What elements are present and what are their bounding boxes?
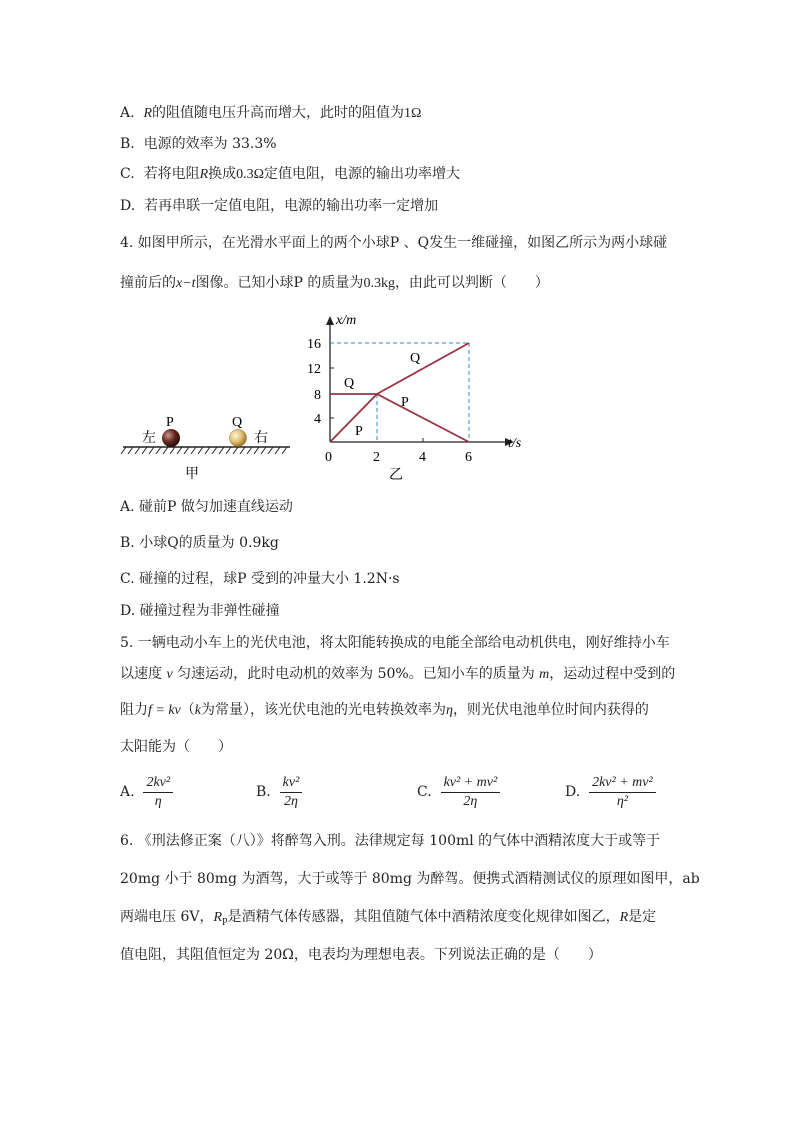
stem-text: 阻力 xyxy=(120,702,148,718)
option-value: 0.3Ω xyxy=(236,167,265,182)
option-label: C. xyxy=(417,784,432,800)
q6-stem-line2: 20mg 小于 80mg 为酒驾，大于或等于 80mg 为醉驾。便携式酒精测试仪的原理如图甲，ab xyxy=(120,871,700,887)
option-label: B. xyxy=(120,136,135,152)
figure-jia xyxy=(118,405,298,485)
option-label: D. xyxy=(120,198,136,214)
mass-value: 0.3kg xyxy=(363,276,395,291)
q5-option-c xyxy=(417,770,500,814)
stem-text: ，由此可以判断（ ） xyxy=(394,275,549,291)
option-text: 换成 xyxy=(208,166,237,182)
q5-stem-line1: 5. 一辆电动小车上的光伏电池，将太阳能转换成的电能全部给电动机供电，刚好维持小车 xyxy=(120,635,670,651)
q4-stem-line1: 4. 如图甲所示，在光滑水平面上的两个小球P 、Q发生一维碰撞，如图乙所示为两小球碰 xyxy=(120,235,668,251)
line-p xyxy=(330,394,469,442)
option-text: 若再串联一定值电阻，电源的输出功率一定增加 xyxy=(144,198,439,214)
fraction xyxy=(441,774,501,811)
q6-stem-line3 xyxy=(120,907,656,933)
q5-stem-line4: 太阳能为（ ） xyxy=(120,739,232,755)
q4-option-c: C. 碰撞的过程，球P 受到的冲量大小 1.2N·s xyxy=(120,571,400,587)
y-tick-label: 16 xyxy=(307,337,321,352)
symbol-v: v xyxy=(166,667,173,682)
label-right: 右 xyxy=(254,430,268,446)
stem-text: 匀速运动，此时电动机的效率为 50%。已知小车的质量为 xyxy=(177,666,535,682)
ball-p xyxy=(162,429,180,447)
option-text: 定值电阻，电源的输出功率增大 xyxy=(264,166,461,182)
numerator: 2kv² + mv² xyxy=(589,774,656,793)
stem-text: ，则光伏电池单位时间内获得的 xyxy=(452,702,649,718)
fraction xyxy=(280,774,303,811)
symbol-r: R xyxy=(143,106,153,121)
y-tick-label: 4 xyxy=(314,412,321,427)
symbol-k: k xyxy=(194,703,201,718)
q6-stem-line4: 值电阻，其阻值恒定为 20Ω，电表均为理想电表。下列说法正确的是（ ） xyxy=(120,947,602,963)
numerator: kv² + mv² xyxy=(441,774,501,793)
line-label-q-before: Q xyxy=(344,376,355,391)
ground-hatching xyxy=(121,447,287,454)
label-p: P xyxy=(166,415,174,430)
line-label-p-after: P xyxy=(401,395,409,410)
denominator: η xyxy=(154,793,162,809)
stem-text: 为常量），该光伏电池的光电转换效率为 xyxy=(200,702,446,718)
y-tick-label: 8 xyxy=(314,388,321,403)
q5-stem-line3 xyxy=(120,700,649,721)
option-label: A. xyxy=(120,784,135,800)
q3-option-c xyxy=(120,164,460,185)
figure-yi-xt-graph xyxy=(300,310,540,485)
stem-text: （ xyxy=(180,702,195,718)
symbol-rp: R xyxy=(213,910,223,925)
stem-text: 图像。已知小球P 的质量为 xyxy=(195,275,364,291)
q4-stem-line2 xyxy=(120,273,549,294)
option-label: B. xyxy=(256,784,271,800)
q5-option-a xyxy=(120,770,173,814)
option-label: A. xyxy=(120,105,135,121)
q3-option-b xyxy=(120,134,277,154)
subscript-p: P xyxy=(222,916,228,928)
numerator: kv² xyxy=(280,774,303,793)
q5-option-b xyxy=(256,770,302,814)
line-label-q-after: Q xyxy=(410,351,421,366)
denominator: 2η xyxy=(283,793,298,809)
stem-text: 以速度 xyxy=(120,666,162,682)
fraction xyxy=(143,774,173,811)
option-text: 若将电阻 xyxy=(143,166,200,182)
figure-caption-yi: 乙 xyxy=(389,467,403,483)
q4-option-b: B. 小球Q的质量为 0.9kg xyxy=(120,535,279,551)
stem-text: 是定 xyxy=(628,909,657,925)
origin-label: 0 xyxy=(325,450,332,465)
y-axis-arrow xyxy=(326,316,334,325)
q4-option-a: A. 碰前P 做匀加速直线运动 xyxy=(120,499,293,515)
y-axis-label: x/m xyxy=(336,313,357,328)
formula: f = kv xyxy=(148,703,181,718)
symbol-m: m xyxy=(539,667,550,682)
stem-text: ，运动过程中受到的 xyxy=(549,666,676,682)
x-axis-label: t/s xyxy=(508,436,522,451)
denominator: 2η xyxy=(463,793,478,809)
symbol-r: R xyxy=(199,167,209,182)
q3-option-a xyxy=(120,103,421,124)
stem-text: 撞前后的 xyxy=(120,275,176,291)
label-left: 左 xyxy=(142,430,156,446)
q3-option-d xyxy=(120,196,438,216)
math-expression: x−t xyxy=(176,276,196,291)
symbol-r: R xyxy=(619,910,629,925)
q5-option-d xyxy=(565,770,656,814)
option-label: C. xyxy=(120,166,135,182)
q4-option-d: D. 碰撞过程为非弹性碰撞 xyxy=(120,603,280,619)
x-tick-label: 2 xyxy=(373,450,380,465)
option-text: 的阻值随电压升高而增大，此时的阻值为 xyxy=(152,105,405,121)
y-tick-label: 12 xyxy=(307,362,321,377)
stem-text: 两端电压 6V， xyxy=(120,909,214,925)
q6-stem-line1: 6. 《刑法修正案（八）》将醉驾入刑。法律规定每 100ml 的气体中酒精浓度大于或等于 xyxy=(120,833,661,849)
option-label: D. xyxy=(565,784,581,800)
denominator: η² xyxy=(616,793,628,809)
numerator: 2kv² xyxy=(143,774,173,793)
x-tick-label: 6 xyxy=(465,450,472,465)
stem-text: 是酒精气体传感器，其阻值随气体中酒精浓度变化规律如图乙， xyxy=(227,909,620,925)
x-tick-label: 4 xyxy=(419,450,426,465)
line-label-p-before: P xyxy=(355,424,363,439)
ball-q xyxy=(230,430,247,447)
label-q: Q xyxy=(232,415,243,430)
symbol-eta: η xyxy=(445,703,453,718)
fraction xyxy=(589,774,656,811)
figure-caption-jia: 甲 xyxy=(185,466,199,482)
option-value: 1Ω xyxy=(404,106,422,121)
q5-stem-line2 xyxy=(120,664,675,685)
option-text: 电源的效率为 33.3% xyxy=(143,136,277,152)
